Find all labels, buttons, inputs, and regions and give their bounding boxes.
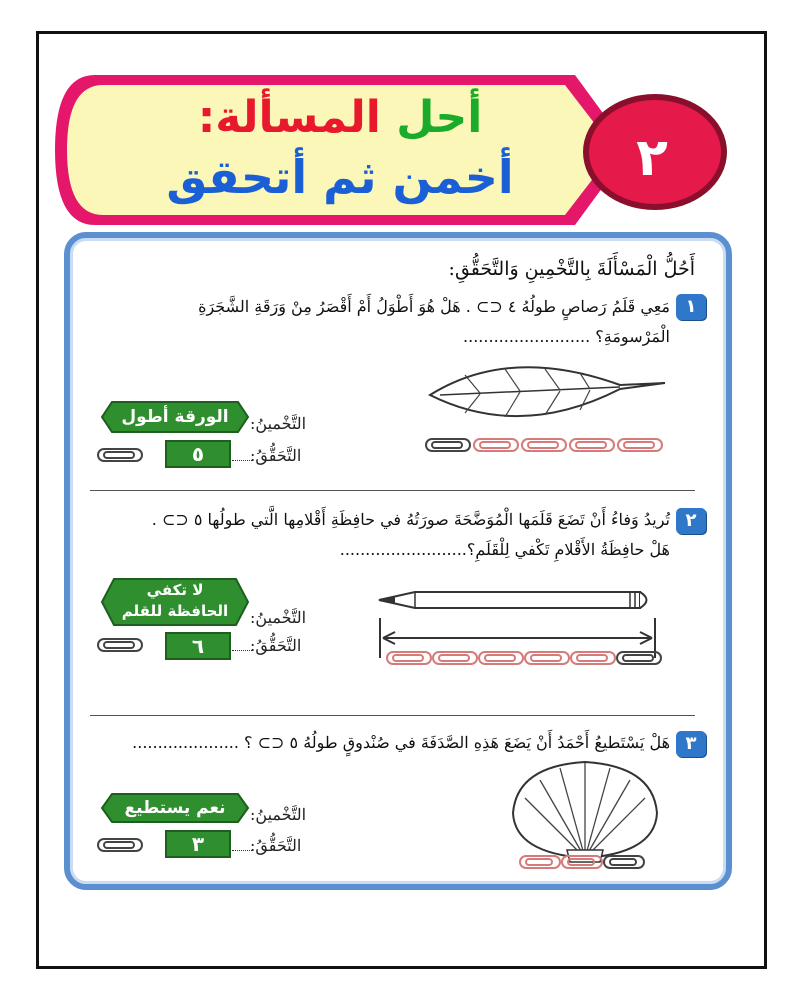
verify-label: التَّحَقُّقُ: <box>250 836 302 855</box>
paper-clip-icon <box>96 446 146 466</box>
estimate-label: التَّخْمينُ: <box>250 608 307 627</box>
banner-title: أحل المسألة: <box>197 92 483 143</box>
verify-label: التَّحَقُّقُ: <box>250 446 302 465</box>
divider <box>90 715 695 716</box>
divider <box>90 490 695 491</box>
paper-clip-row <box>424 435 674 457</box>
dotted-line <box>232 650 252 651</box>
dotted-line <box>232 850 252 851</box>
question-number-badge: ١ <box>676 294 706 320</box>
question-number-badge: ٢ <box>676 508 706 534</box>
estimate-label: التَّخْمينُ: <box>250 805 307 824</box>
banner-subtitle: أخمن ثم أتحقق <box>166 150 514 204</box>
estimate-answer: نعم يستطيع <box>124 798 226 818</box>
verify-label: التَّحَقُّقُ: <box>250 636 302 655</box>
question-text: تُريدُ وَفاءُ أَنْ تَضَعَ قَلَمَها الْمُوَضَّحَةَ صورَتُهُ في حافِظَةِ أَقْلامِها الَّتي طولُها ٥ ⊂⊃ . هَلْ حافِظَةُ الأَقْلامِ تَكْفي لِلْقَلَمِ؟......................... <box>151 510 670 559</box>
question-number-badge: ٣ <box>676 731 706 757</box>
verify-answer: ٦ <box>165 632 231 660</box>
paper-clip-row <box>385 648 665 670</box>
estimate-answer: الورقة أطول <box>121 407 229 427</box>
paper-clip-icon <box>96 836 146 856</box>
panel-heading: أَحُلُّ الْمَسْأَلَةَ بِالتَّخْمِينِ وَالتَّحَقُّقِ: <box>448 258 695 280</box>
paper-clip-icon <box>96 636 146 656</box>
estimate-answer: لا تكفي الحافظة للقلم <box>121 581 229 620</box>
leaf-drawing <box>420 355 670 435</box>
question-text: هَلْ يَسْتَطيعُ أَحْمَدُ أَنْ يَضَعَ هَذِهِ الصَّدَفَةَ في صُنْدوقٍ طولُهُ ٥ ⊂⊃ ؟ ..................... <box>132 733 670 752</box>
paper-clip-row <box>518 852 648 874</box>
question-text: مَعِي قَلَمُ رَصاصٍ طولُهُ ٤ ⊂⊃ . هَلْ هُوَ أَطْوَلُ أَمْ أَقْصَرُ مِنْ وَرَقَةِ الشَّجَرَةِ الْمَرْسومَةِ؟ ......................... <box>198 297 670 346</box>
lesson-number: ٢ <box>636 128 668 188</box>
verify-answer: ٣ <box>165 830 231 858</box>
dotted-line <box>232 460 252 461</box>
estimate-label: التَّخْمينُ: <box>250 414 307 433</box>
verify-answer: ٥ <box>165 440 231 468</box>
